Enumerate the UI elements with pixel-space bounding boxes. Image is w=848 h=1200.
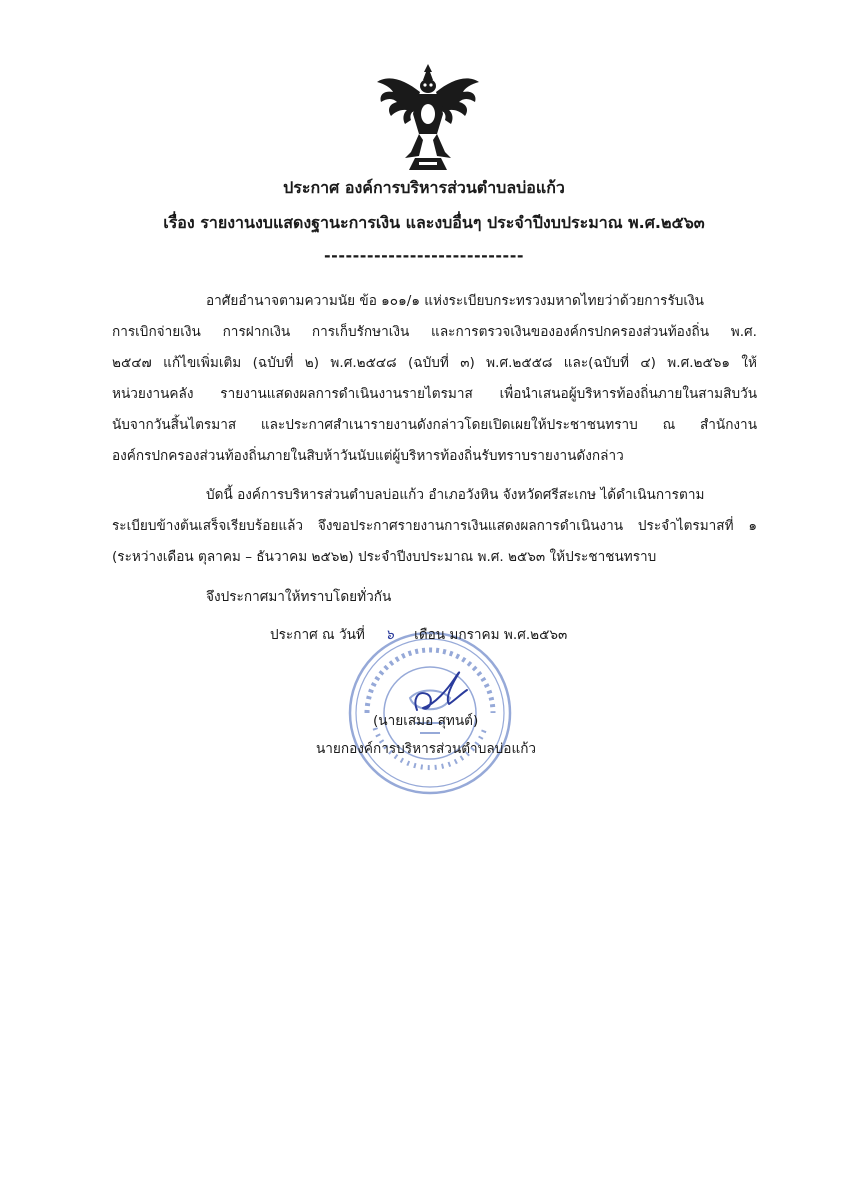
- garuda-emblem-icon: [375, 62, 481, 172]
- paragraph-1-line-3: ๒๕๔๗ แก้ไขเพิ่มเติม (ฉบับที่ ๒) พ.ศ.๒๕๔๘ (ฉบับที่ ๓) พ.ศ.๒๕๕๘ และ(ฉบับที่ ๔) พ.ศ.๒๕๖๑ ให้: [112, 355, 757, 371]
- announcement-date: [270, 625, 567, 645]
- paragraph-1-line-2: การเบิกจ่ายเงิน การฝากเงิน การเก็บรักษาเงิน และการตรวจเงินขององค์กรปกครองส่วนท้องถิ่น พ.ศ.: [112, 324, 757, 340]
- closing-statement: จึงประกาศมาให้ทราบโดยทั่วกัน: [206, 589, 392, 605]
- announcement-subject: เรื่อง รายงานงบแสดงฐานะการเงิน และงบอื่นๆ ประจำปีงบประมาณ พ.ศ.๒๕๖๓: [163, 213, 705, 232]
- paragraph-2-line-1: บัดนี้ องค์การบริหารส่วนตำบลบ่อแก้ว อำเภอวังหิน จังหวัดศรีสะเกษ ได้ดำเนินการตาม: [206, 487, 705, 503]
- announcement-title: ประกาศ องค์การบริหารส่วนตำบลบ่อแก้ว: [283, 178, 565, 197]
- paragraph-1-line-1: อาศัยอำนาจตามความนัย ข้อ ๑๐๑/๑ แห่งระเบียบกระทรวงมหาดไทยว่าด้วยการรับเงิน: [206, 293, 704, 309]
- signatory-name: (นายเสมอ สุทนต์): [373, 713, 479, 729]
- date-day-handwritten: ๖: [385, 627, 394, 643]
- title-separator: ----------------------------: [324, 246, 524, 265]
- date-month-year: เดือน มกราคม พ.ศ.๒๕๖๓: [414, 627, 568, 643]
- paragraph-1-line-6: องค์กรปกครองส่วนท้องถิ่นภายในสิบห้าวันนับแต่ผู้บริหารท้องถิ่นรับทราบรายงานดังกล่าว: [112, 448, 624, 464]
- paragraph-2-line-2: ระเบียบข้างต้นเสร็จเรียบร้อยแล้ว จึงขอประกาศรายงานการเงินแสดงผลการดำเนินงาน ประจำไตรมาสที่ ๑: [112, 518, 757, 534]
- paragraph-1-line-5: นับจากวันสิ้นไตรมาส และประกาศสำเนารายงานดังกล่าวโดยเปิดเผยให้ประชาชนทราบ ณ สำนักงาน: [112, 417, 757, 433]
- date-prefix: ประกาศ ณ วันที่: [270, 627, 365, 643]
- paragraph-1-line-4: หน่วยงานคลัง รายงานแสดงผลการดำเนินงานรายไตรมาส เพื่อนำเสนอผู้บริหารท้องถิ่นภายในสามสิบวัน: [112, 386, 757, 402]
- paragraph-2-line-3: (ระหว่างเดือน ตุลาคม – ธันวาคม ๒๕๖๒) ประจำปีงบประมาณ พ.ศ. ๒๕๖๓ ให้ประชาชนทราบ: [112, 549, 657, 565]
- signatory-position: นายกองค์การบริหารส่วนตำบลบ่อแก้ว: [316, 741, 537, 757]
